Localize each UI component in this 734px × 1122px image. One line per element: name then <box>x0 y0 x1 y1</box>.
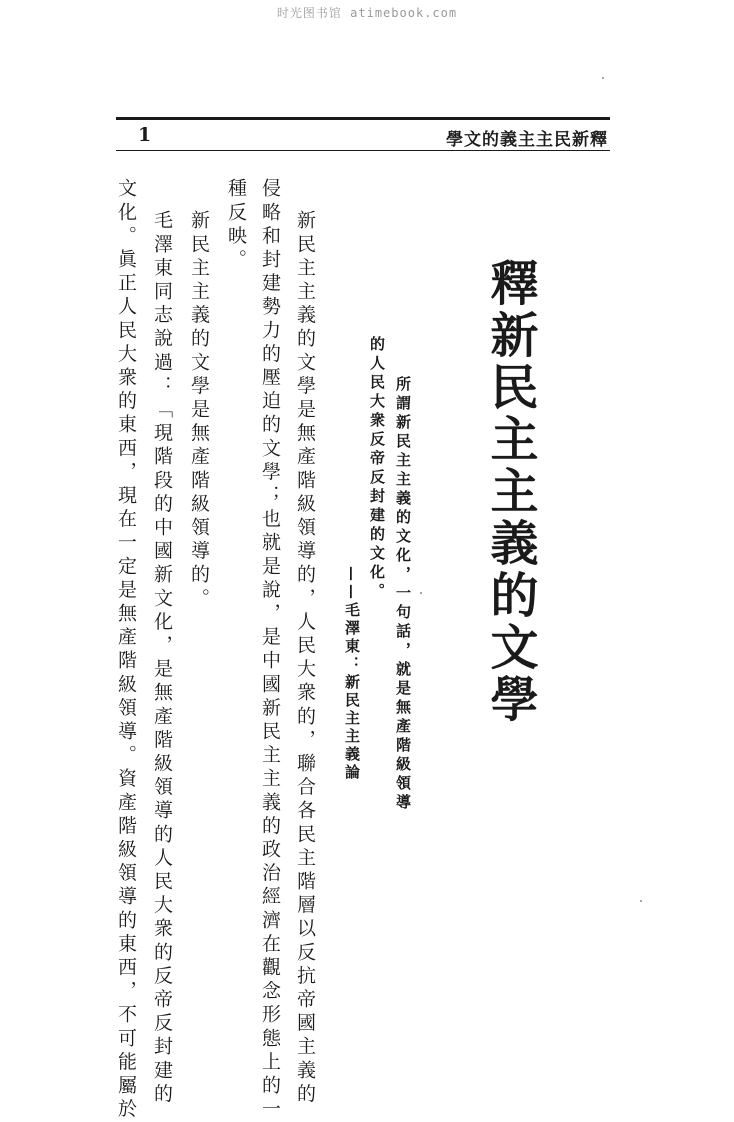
body-column-4: 新民主主義的文學是無產階級領導的。 <box>188 210 210 612</box>
body-column-6: 文化。眞正人民大衆的東西，現在一定是無產階級領導。資產階級領導的東西，不可能屬於 <box>115 178 137 1122</box>
page-number: 1 <box>138 124 152 146</box>
watermark: 时光图书馆 atimebook.com <box>276 6 458 20</box>
scan-speck <box>602 77 604 79</box>
scan-speck <box>420 592 422 594</box>
epigraph-line-1: 所謂新民主主義的文化，一句話，就是無產階級領導 <box>394 376 412 813</box>
header-rule-bottom <box>116 150 610 151</box>
body-column-5: 毛澤東同志說過：「現階段的中國新文化，是無產階級領導的人民大衆的反帝反封建的 <box>151 210 173 1107</box>
scan-speck <box>640 900 642 902</box>
header-rule-top <box>116 117 610 120</box>
running-title: 學文的義主主民新釋 <box>446 130 608 150</box>
epigraph-line-2: 的人民大衆反帝反封建的文化。 <box>368 336 386 602</box>
epigraph-attribution: ——毛澤東：新民主主義論 <box>343 566 361 782</box>
body-column-1: 新民主主義的文學是無產階級領導的，人民大衆的，聯合各民主階層以反抗帝國主義的 <box>294 210 316 1107</box>
body-column-3: 種反映。 <box>225 178 247 273</box>
body-column-2: 侵略和封建勢力的壓迫的文學；也就是說，是中國新民主主義的政治經濟在觀念形態上的一 <box>259 178 281 1122</box>
chapter-title: 釋新民主主義的文學 <box>482 258 538 726</box>
